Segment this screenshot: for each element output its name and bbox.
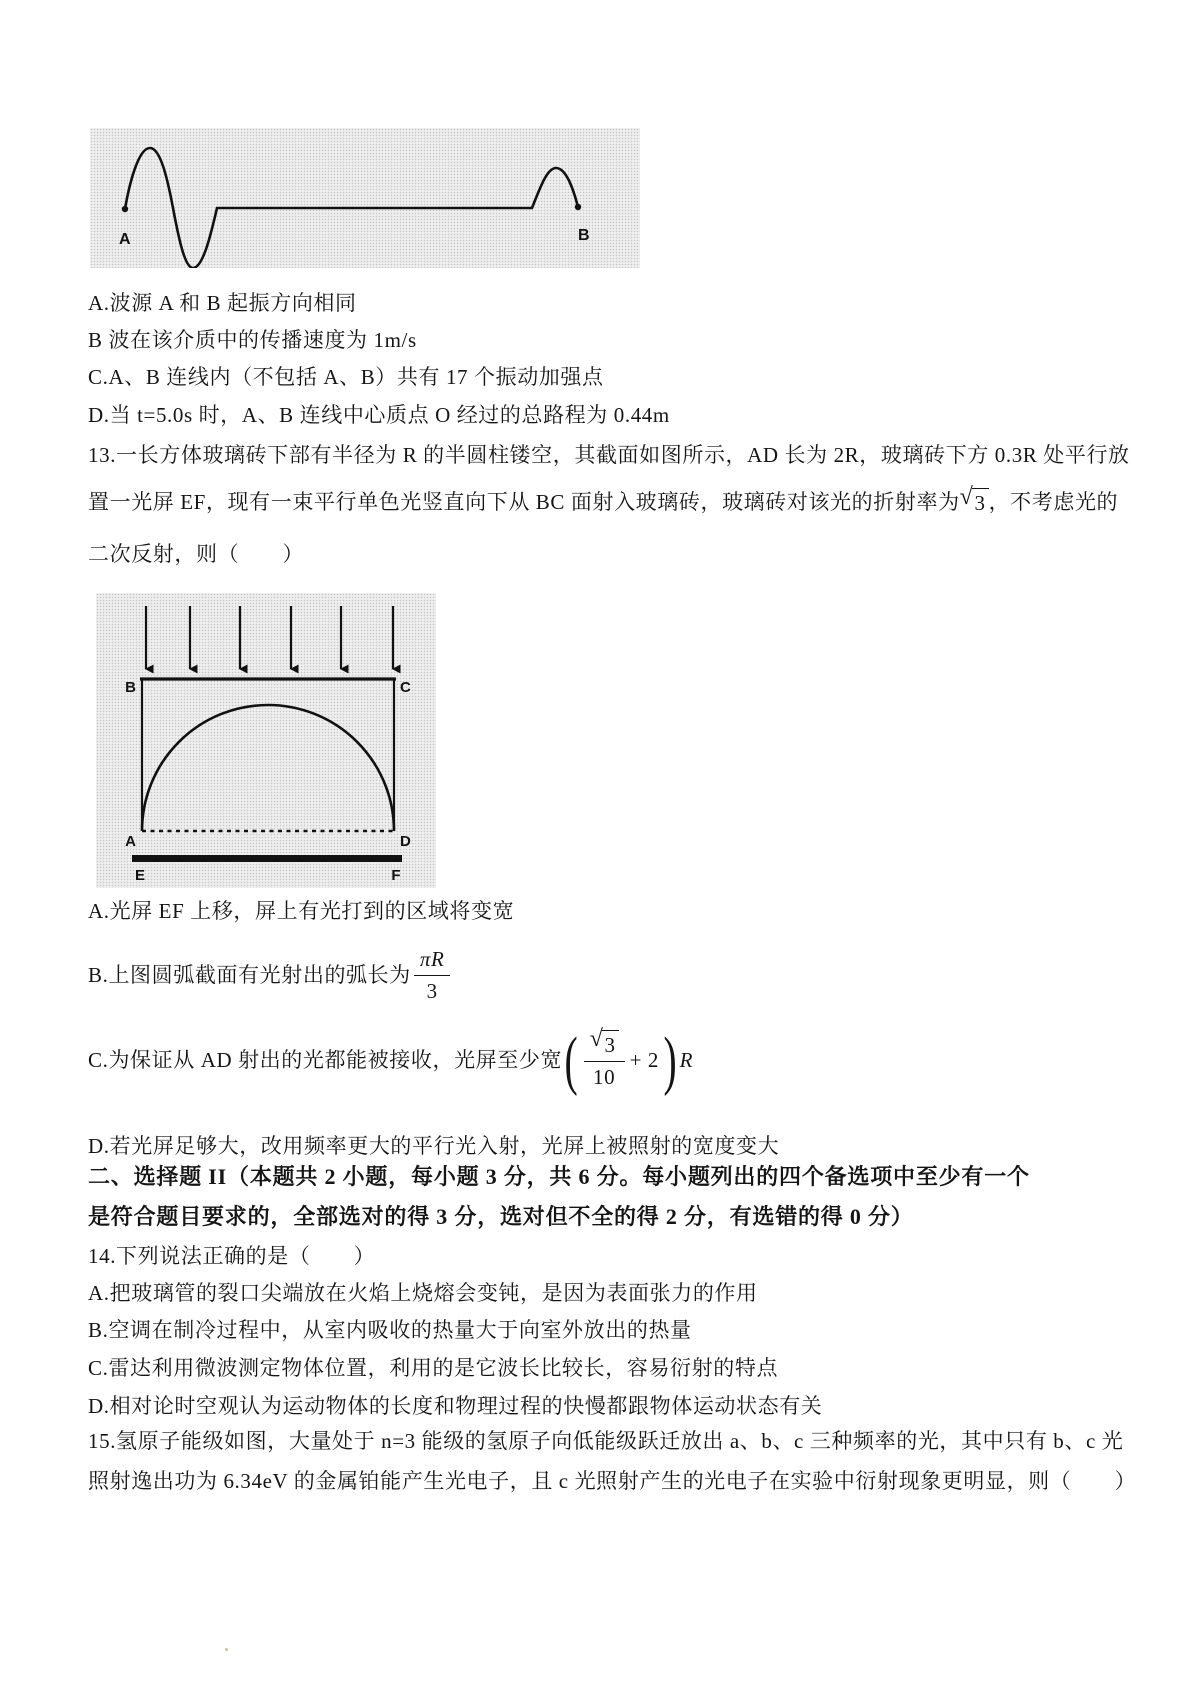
incident-light-arrows: [146, 606, 393, 669]
label-e: E: [134, 867, 146, 884]
q13-option-d: D.若光屏足够大，改用频率更大的平行光入射，光屏上被照射的宽度变大: [88, 1134, 780, 1158]
q14-stem: 14.下列说法正确的是（ ）: [88, 1244, 376, 1268]
glass-brick-figure-svg: [96, 593, 436, 888]
variable-r: R: [679, 1048, 694, 1072]
scan-artifact-dot: [225, 1648, 228, 1651]
q13-stem-line2-text: 置一光屏 EF，现有一束平行单色光竖直向下从 BC 面射入玻璃砖，玻璃砖对该光的折射率为: [88, 490, 960, 514]
q15-stem-line1: 15.氢原子能级如图，大量处于 n=3 能级的氢原子向低能级跃迁放出 a、b、c 三种频率的光，其中只有 b、c 光: [88, 1429, 1124, 1453]
q14-option-a: A.把玻璃管的裂口尖端放在火焰上烧熔会变钝，是因为表面张力的作用: [88, 1281, 758, 1305]
q12-option-c: C.A、B 连线内（不包括 A、B）共有 17 个振动加强点: [88, 365, 604, 389]
wave-label-b: B: [578, 227, 590, 244]
semicircle-hollow: [142, 705, 394, 831]
q14-option-c: C.雷达利用微波测定物体位置，利用的是它波长比较长，容易衍射的特点: [88, 1356, 779, 1380]
wave-curve: [125, 148, 578, 268]
screen-ef-bar: [132, 855, 402, 862]
section2-heading-line2: 是符合题目要求的，全部选对的得 3 分，选对但不全的得 2 分，有选错的得 0 分）: [88, 1204, 914, 1229]
fraction-pi-r-over-3: $\frac{\pi R}{3}$: [414, 946, 451, 1005]
q13-stem-line1: 13.一长方体玻璃砖下部有半径为 R 的半圆柱镂空，其截面如图所示，AD 长为 2R，玻璃砖下方 0.3R 处平行放: [88, 443, 1130, 467]
q13-option-b: [88, 946, 453, 1005]
q13-stem-line3: 二次反射，则（ ）: [88, 542, 304, 566]
radical-sign: √: [959, 484, 974, 510]
q15-stem-line2: 照射逸出功为 6.34eV 的金属铂能产生光电子，且 c 光照射产生的光电子在实验中衍射现象更明显，则（ ）: [88, 1469, 1137, 1493]
q13-stem-line2: [88, 484, 1119, 517]
wave-label-a: A: [119, 231, 131, 248]
q12-option-d: D.当 t=5.0s 时，A、B 连线中心质点 O 经过的总路程为 0.44m: [88, 403, 670, 427]
q14-option-d: D.相对论时空观认为运动物体的长度和物理过程的快慢都跟物体运动状态有关: [88, 1394, 823, 1418]
q13-option-a: A.光屏 EF 上移，屏上有光打到的区域将变宽: [88, 899, 515, 923]
plus-two: + 2: [629, 1048, 659, 1072]
q12-option-b: B 波在该介质中的传播速度为 1m/s: [88, 328, 417, 352]
label-d: D: [400, 833, 411, 850]
wave-figure: [90, 128, 640, 268]
sqrt-3: √ 3: [590, 1030, 619, 1059]
q13-option-b-text: B.上图圆弧截面有光射出的弧长为: [88, 963, 411, 987]
q13-option-c: C.为保证从 AD 射出的光都能被接收，光屏至少宽 ( √ 3 10 + 2 ) R: [88, 1023, 694, 1097]
sqrt-3: √ 3: [960, 488, 989, 517]
label-b: B: [125, 679, 136, 696]
q13-option-c-text: C.为保证从 AD 射出的光都能被接收，光屏至少宽: [88, 1048, 563, 1072]
label-a: A: [125, 833, 136, 850]
q14-option-b: B.空调在制冷过程中，从室内吸收的热量大于向室外放出的热量: [88, 1318, 692, 1342]
glass-brick-figure: [96, 593, 436, 888]
label-f: F: [391, 867, 401, 884]
label-c: C: [400, 679, 411, 696]
wave-figure-svg: [90, 128, 640, 268]
fraction-sqrt3-over-10: √ 3 10: [584, 1030, 625, 1091]
q12-option-a: A.波源 A 和 B 起振方向相同: [88, 291, 357, 315]
section2-heading-line1: 二、选择题 II（本题共 2 小题，每小题 3 分，共 6 分。每小题列出的四个备选项中至少有一个: [88, 1164, 1030, 1189]
q13-stem-line2-tail: ，不考虑光的: [988, 490, 1119, 514]
